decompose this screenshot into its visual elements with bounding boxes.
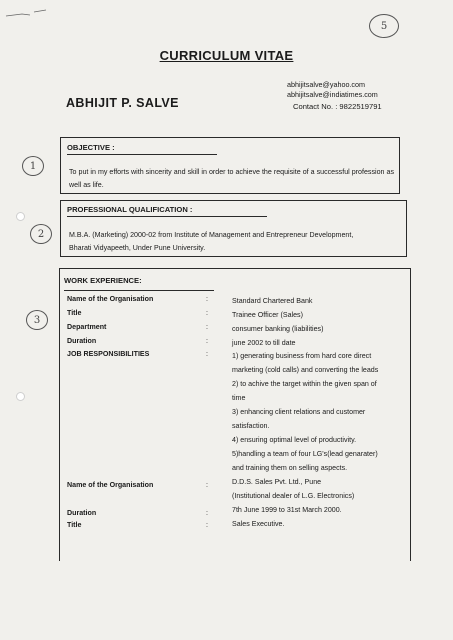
job2-org: D.D.S. Sales Pvt. Ltd., Pune [232,478,322,486]
job1-title-label: Title [67,309,82,317]
candidate-name: ABHIJIT P. SALVE [66,96,179,110]
job2-title-label: Title [67,521,82,529]
job2-org-sub: (Institutional dealer of L.G. Electronics) [232,492,355,500]
qualification-heading-bar [67,205,267,217]
email-primary: abhijitsalve@yahoo.com [287,80,366,89]
colon: : [206,481,208,489]
email-secondary: abhijitsalve@indiatimes.com [287,89,378,99]
document-title: CURRICULUM VITAE [159,48,294,63]
objective-section [60,137,400,194]
qualification-line-2: Bharati Vidyapeeth, Under Pune University. [69,244,206,252]
contact-block [287,80,382,112]
qualification-heading: PROFESSIONAL QUALIFICATION : [67,205,193,214]
qualification-line-1: M.B.A. (Marketing) 2000-02 from Institute of Management and Entrepreneur Development, [69,231,354,239]
punch-hole-bottom [16,392,25,401]
resp-line: time [232,394,246,402]
objective-text: To put in my efforts with sincerity and skill in order to achieve the requisite of a successful profession as well as life. [69,168,394,189]
colon: : [206,309,208,317]
contact-number: Contact No. : 9822519791 [293,102,382,111]
resp-line: marketing (cold calls) and converting the leads [232,366,379,374]
job1-duration: june 2002 to till date [232,339,296,347]
job1-dept-label: Department [67,323,107,331]
job2-duration-label: Duration [67,509,97,517]
margin-mark-1: 1 [22,156,44,176]
pen-scribble-mark [4,4,64,24]
job1-dept: consumer banking (liabilities) [232,325,324,333]
resp-line: and training them on selling aspects. [232,464,348,472]
page-number-circle [369,14,399,38]
job2-org-label: Name of the Organisation [67,481,154,489]
resp-line: 5)handling a team of four LG's(lead genarater) [232,450,378,458]
qualification-section [60,200,407,257]
margin-mark-2: 2 [30,224,52,244]
resp-line: satisfaction. [232,422,270,430]
job2-org-block [232,475,402,503]
job1-responsibilities [232,349,402,475]
colon: : [206,337,208,345]
colon: : [206,509,208,517]
page-number: 5 [380,20,388,32]
objective-heading-bar [67,143,217,155]
job1-resp-label: JOB RESPONSIBILITIES [67,350,150,358]
punch-hole-top [16,212,25,221]
colon: : [206,521,208,529]
colon: : [206,323,208,331]
job1-duration-label: Duration [67,337,97,345]
colon: : [206,295,208,303]
resp-line: 1) generating business from hard core direct [232,352,372,360]
job1-org-label: Name of the Organisation [67,295,154,303]
job1-title: Trainee Officer (Sales) [232,311,303,319]
colon: : [206,350,208,358]
work-heading-bar [64,270,214,291]
job1-org: Standard Chartered Bank [232,297,313,305]
resp-line: 2) to achive the target within the given span of [232,380,377,388]
margin-mark-3: 3 [26,310,48,330]
job2-title: Sales Executive. [232,520,285,528]
work-heading: WORK EXPERIENCE: [64,276,142,285]
resp-line: 3) enhancing client relations and customer [232,408,366,416]
resp-line: 4) ensuring optimal level of productivity. [232,436,357,444]
objective-heading: OBJECTIVE : [67,143,115,152]
job2-duration: 7th June 1999 to 31st March 2000. [232,506,342,514]
